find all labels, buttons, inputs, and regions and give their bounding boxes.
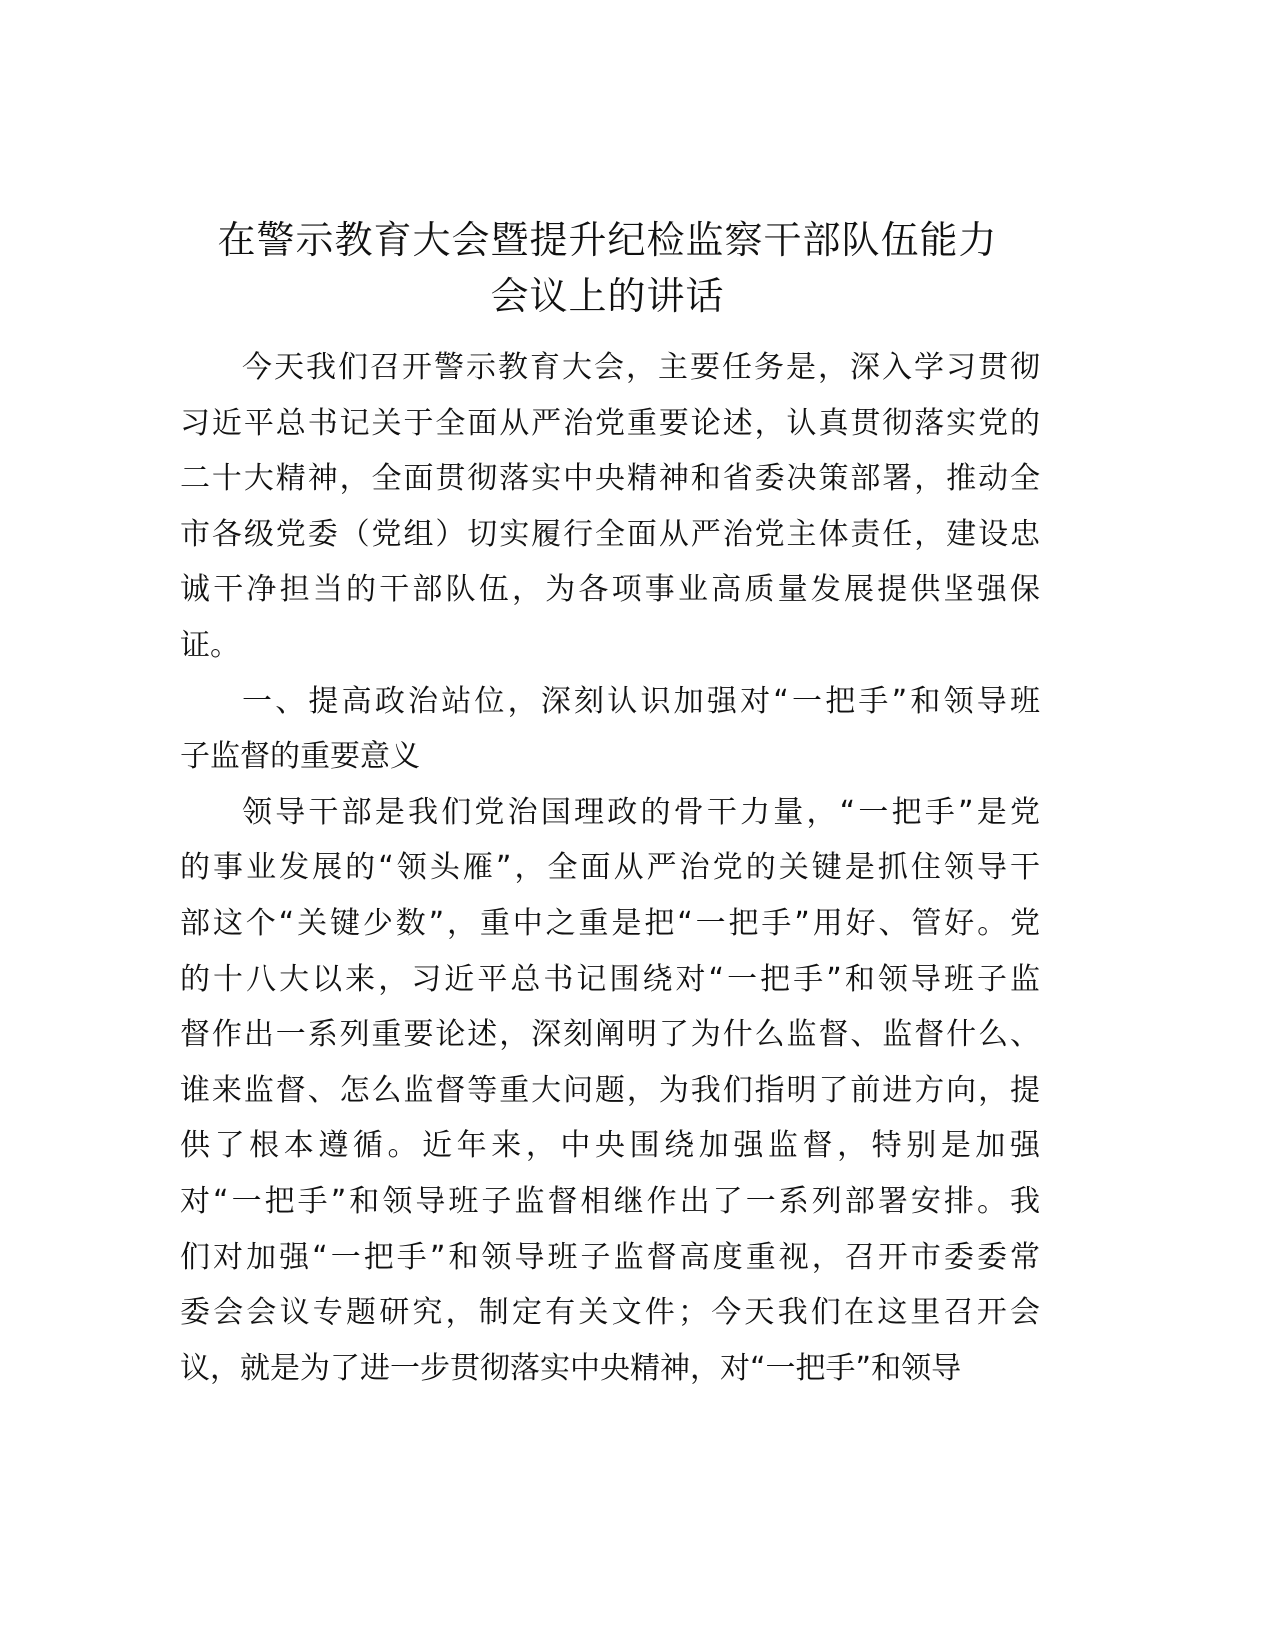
document-title (150, 212, 1065, 324)
text-line: 证。 (180, 627, 240, 663)
text-line: 的事业发展的“领头雁”，全面从严治党的关键是抓住领导干 (180, 850, 1040, 886)
text-line: 二十大精神，全面贯彻落实中央精神和省委决策部署，推动全 (180, 461, 1040, 497)
text-line: 今天我们召开警示教育大会，主要任务是，深入学习贯彻 (242, 350, 1040, 385)
text-line: 供了根本遵循。近年来，中央围绕加强监督，特别是加强 (180, 1128, 1040, 1164)
text-line: 领导干部是我们党治国理政的骨干力量，“一把手”是党 (242, 794, 1040, 830)
text-line: 督作出一系列重要论述，深刻阐明了为什么监督、监督什么、 (180, 1017, 1040, 1053)
text-line: 对“一把手”和领导班子监督相继作出了一系列部署安排。我 (180, 1183, 1040, 1219)
text-line: 议，就是为了进一步贯彻落实中央精神，对“一把手”和领导 (180, 1350, 962, 1386)
text-line: 部这个“关键少数”，重中之重是把“一把手”用好、管好。党 (180, 905, 1040, 941)
title-line: 会议上的讲话 (490, 274, 725, 318)
document-body (180, 340, 1040, 1396)
section-heading (180, 674, 1040, 785)
body-paragraph (180, 785, 1040, 1397)
text-line: 子监督的重要意义 (180, 739, 420, 775)
text-line: 委会会议专题研究，制定有关文件；今天我们在这里召开会 (180, 1295, 1040, 1331)
text-line: 一、提高政治站位，深刻认识加强对“一把手”和领导班 (242, 683, 1040, 719)
text-line: 们对加强“一把手”和领导班子监督高度重视，召开市委委常 (180, 1239, 1040, 1275)
text-line: 谁来监督、怎么监督等重大问题，为我们指明了前进方向，提 (180, 1072, 1040, 1108)
text-line: 习近平总书记关于全面从严治党重要论述，认真贯彻落实党的 (180, 405, 1040, 441)
title-line: 在警示教育大会暨提升纪检监察干部队伍能力 (217, 218, 998, 262)
body-paragraph (180, 340, 1040, 674)
text-line: 诚干净担当的干部队伍，为各项事业高质量发展提供坚强保 (180, 572, 1040, 608)
text-line: 市各级党委（党组）切实履行全面从严治党主体责任，建设忠 (180, 516, 1040, 552)
text-line: 的十八大以来，习近平总书记围绕对“一把手”和领导班子监 (180, 961, 1040, 997)
